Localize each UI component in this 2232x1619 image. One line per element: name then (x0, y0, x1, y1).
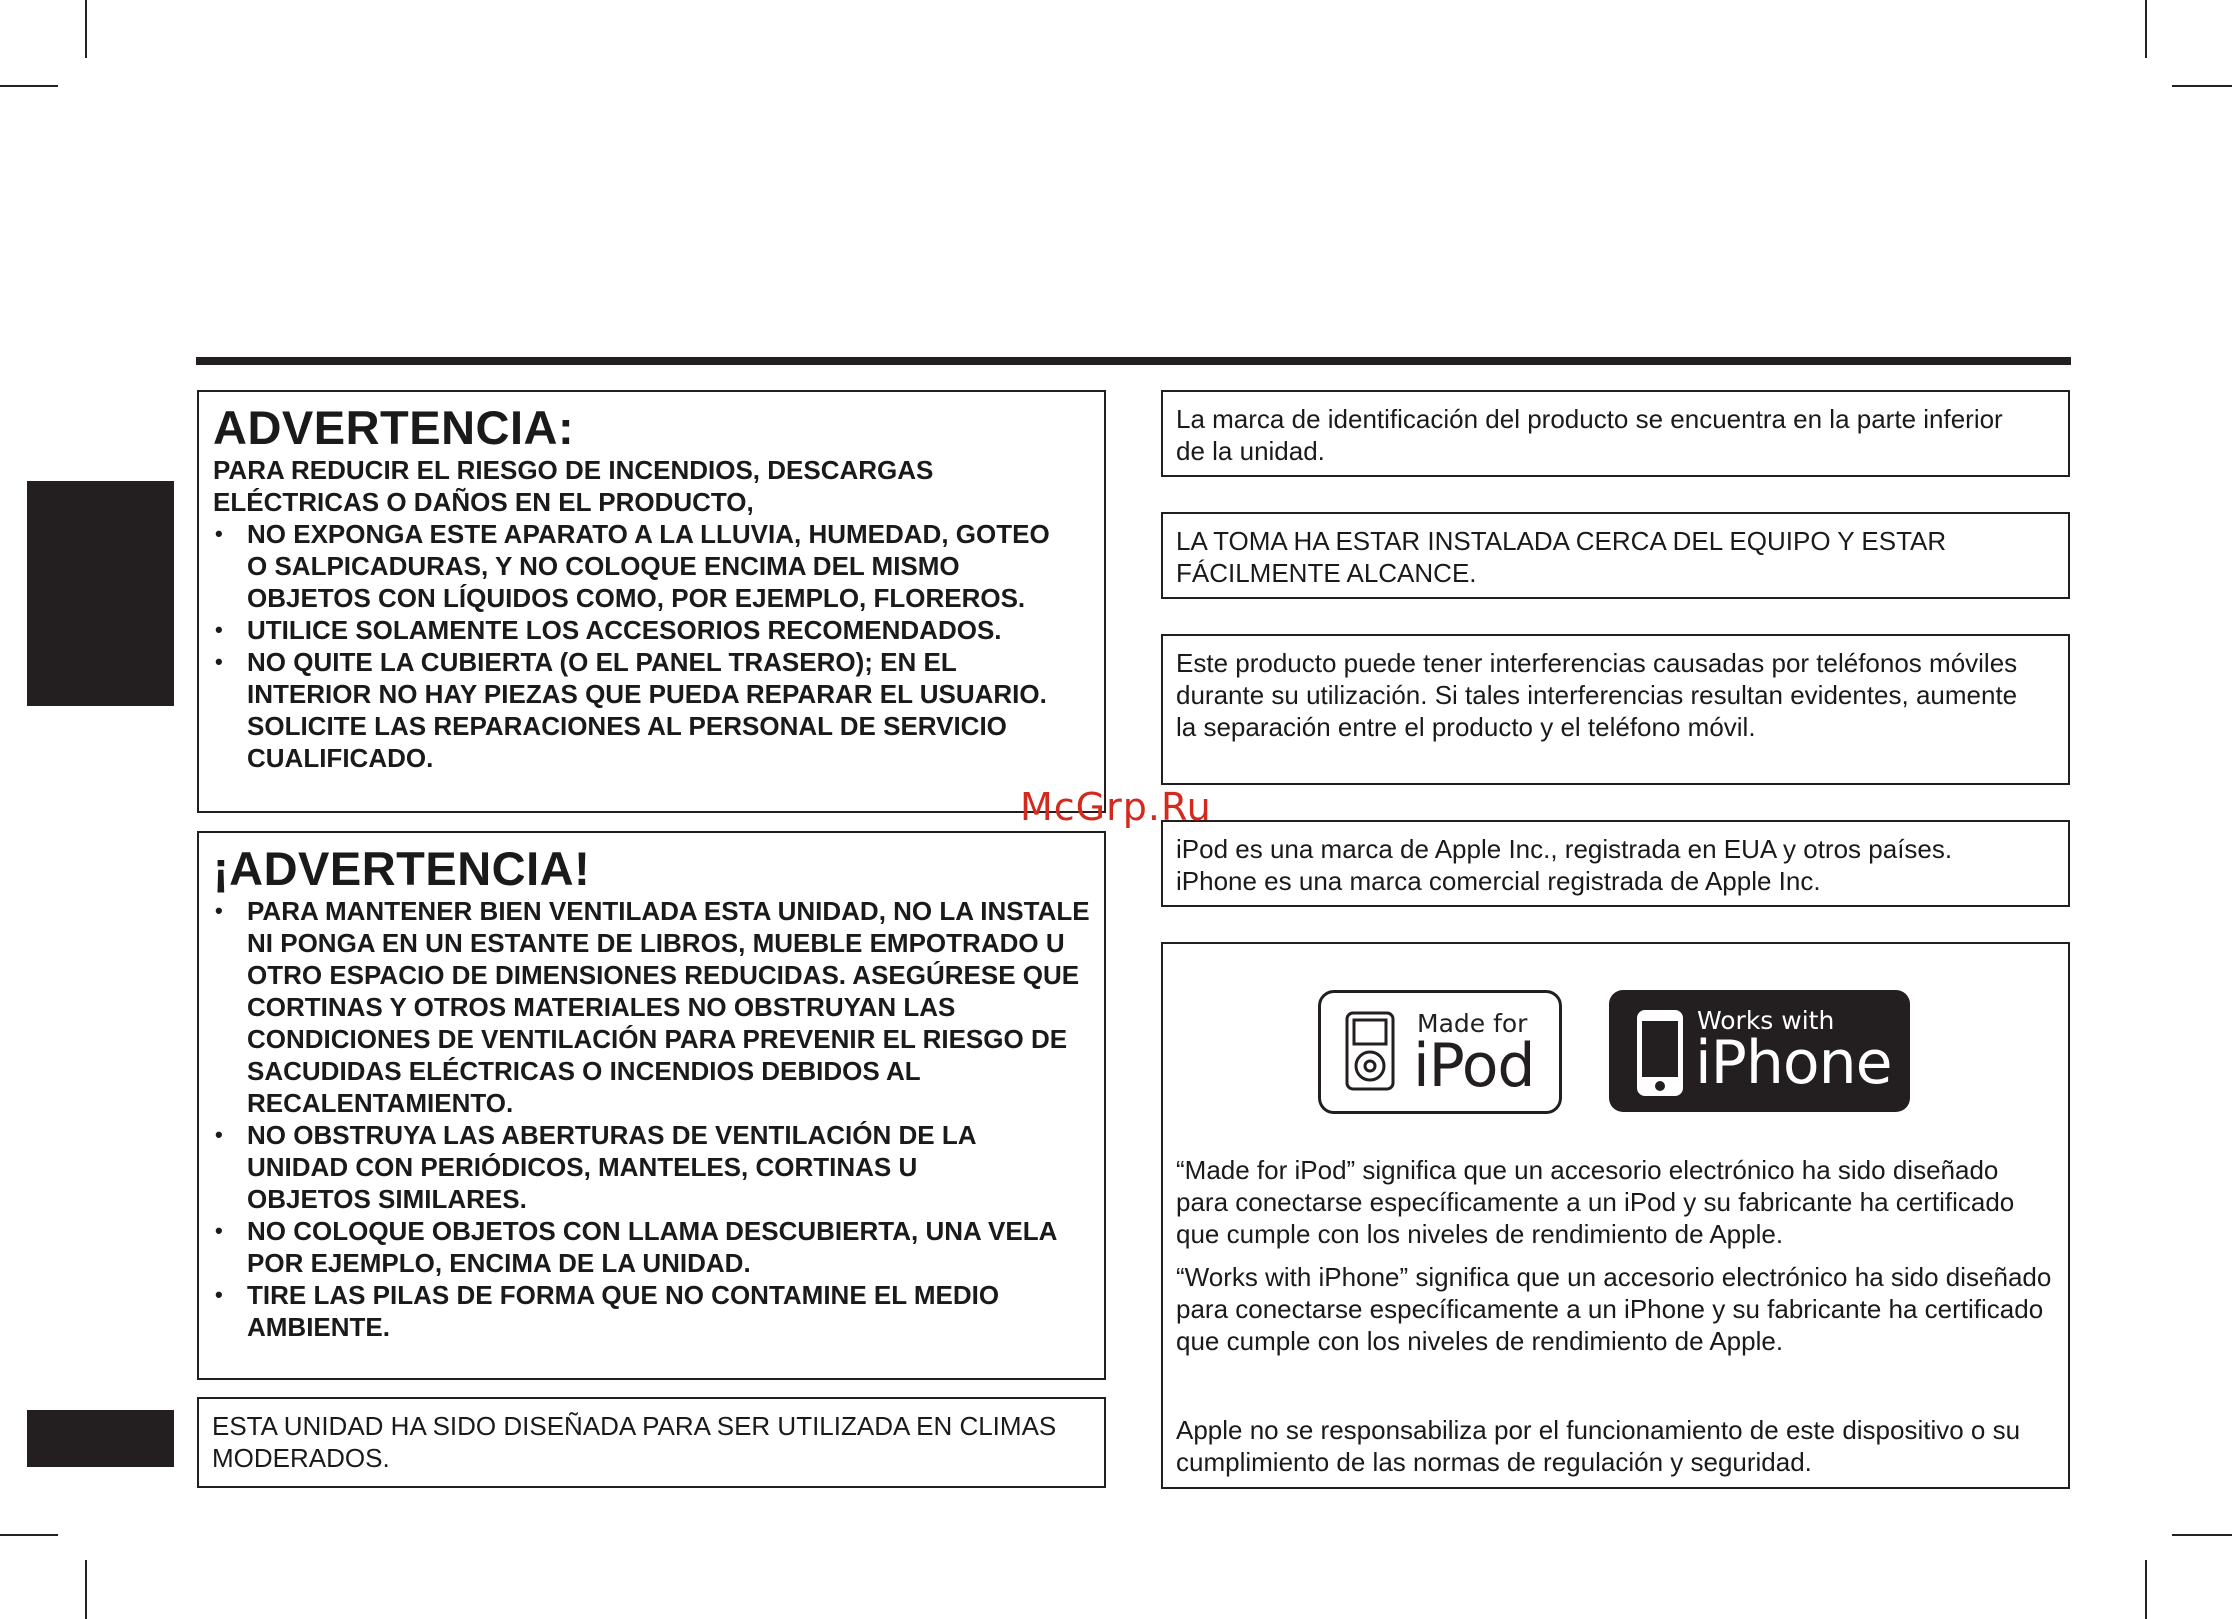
warning-item: • UTILICE SOLAMENTE LOS ACCESORIOS RECOMENDADOS. (213, 614, 1088, 646)
ipod-label: iPod (1413, 1031, 1535, 1101)
trademark-note (1161, 820, 2070, 907)
made-for-ipod-text: “Made for iPod” significa que un accesorio electrónico ha sido diseñado para conectarse específicamente a un iPod y su fabricante ha certificado que cumple con los niveles de rendimiento de Apple. (1176, 1155, 2015, 1249)
warning-item: • NO OBSTRUYA LAS ABERTURAS DE VENTILACIÓN DE LA UNIDAD CON PERIÓDICOS, MANTELES, CORTINAS U OBJETOS SIMILARES. (213, 1119, 1047, 1215)
made-for-label: Made for (1417, 1009, 1528, 1038)
product-id-note (1161, 390, 2070, 477)
crop-mark (2172, 85, 2232, 87)
warning-item: • TIRE LAS PILAS DE FORMA QUE NO CONTAMINE EL MEDIO AMBIENTE. (213, 1279, 1087, 1343)
header-rule (196, 357, 2071, 365)
works-with-iphone-explanation (1176, 1261, 2056, 1357)
interference-note (1161, 634, 2070, 785)
outlet-note-text: LA TOMA HA ESTAR INSTALADA CERCA DEL EQUIPO Y ESTAR FÁCILMENTE ALCANCE. (1176, 526, 1947, 588)
made-for-ipod-explanation (1176, 1154, 2056, 1250)
apple-logos (1163, 990, 2068, 1116)
crop-mark (2145, 1560, 2147, 1619)
apple-compatibility-box (1161, 942, 2070, 1489)
warning-item: • NO EXPONGA ESTE APARATO A LA LLUVIA, HUMEDAD, GOTEO O SALPICADURAS, Y NO COLOQUE ENCIMA DEL MISMO OBJETOS CON LÍQUIDOS COMO, POR EJEMPLO, FLOREROS. (213, 518, 1067, 614)
trademark-line: iPhone es una marca comercial registrada de Apple Inc. (1176, 866, 1821, 896)
interference-note-text: Este producto puede tener interferencias causadas por teléfonos móviles durante su utilización. Si tales interferencias resultan evidentes, aumente la separación entre el producto y el teléfono móvil. (1176, 648, 2018, 742)
warning-lead: PARA REDUCIR EL RIESGO DE INCENDIOS, DESCARGAS ELÉCTRICAS O DAÑOS EN EL PRODUCTO, (213, 455, 934, 517)
warning-list (213, 895, 1088, 1343)
warning-list (213, 518, 1088, 774)
product-id-note-text: La marca de identificación del producto se encuentra en la parte inferior de la unidad. (1176, 404, 2003, 466)
crop-mark (0, 1534, 58, 1536)
language-tab (27, 481, 174, 706)
iphone-icon (1637, 1010, 1683, 1096)
warning-item: • PARA MANTENER BIEN VENTILADA ESTA UNIDAD, NO LA INSTALE NI PONGA EN UN ESTANTE DE LIBROS, MUEBLE EMPOTRADO U OTRO ESPACIO DE DIMENSIONES REDUCIDAS. ASEGÚRESE QUE CORTINAS Y OTROS MATERIALES NO OBSTRUYAN LAS CONDICIONES DE VENTILACIÓN PARA PREVENIR EL RIESGO DE SACUDIDAS ELÉCTRICAS O INCENDIOS DEBIDOS AL RECALENTAMIENTO. (213, 895, 1097, 1119)
crop-mark (85, 1560, 87, 1619)
warning-title: ADVERTENCIA: (213, 401, 575, 454)
crop-mark (2172, 1534, 2232, 1536)
watermark: McGrp.Ru (1020, 785, 1212, 829)
page-number-tab (27, 1410, 174, 1467)
warning-box-ventilation (197, 831, 1106, 1380)
crop-mark (0, 85, 58, 87)
works-with-iphone-text: “Works with iPhone” significa que un accesorio electrónico ha sido diseñado para conectarse específicamente a un iPhone y su fabricante ha certificado que cumple con los niveles de rendimiento de Apple. (1176, 1262, 2052, 1356)
iphone-label: iPhone (1695, 1028, 1892, 1098)
crop-mark (85, 0, 87, 58)
warning-title: ¡ADVERTENCIA! (213, 842, 591, 895)
trademark-line: iPod es una marca de Apple Inc., registrada en EUA y otros países. (1176, 834, 1953, 864)
works-with-label: Works with (1697, 1006, 1835, 1035)
warning-box-fire (197, 390, 1106, 813)
ipod-icon (1345, 1011, 1395, 1091)
warning-item: • NO QUITE LA CUBIERTA (O EL PANEL TRASERO); EN EL INTERIOR NO HAY PIEZAS QUE PUEDA REPARAR EL USUARIO. SOLICITE LAS REPARACIONES AL PERSONAL DE SERVICIO CUALIFICADO. (213, 646, 1067, 774)
apple-disclaimer (1176, 1414, 2056, 1478)
made-for-ipod-logo (1318, 990, 1562, 1114)
climate-note (197, 1397, 1106, 1488)
works-with-iphone-logo (1609, 990, 1910, 1112)
outlet-note (1161, 512, 2070, 599)
apple-disclaimer-text: Apple no se responsabiliza por el funcionamiento de este dispositivo o su cumplimiento de las normas de regulación y seguridad. (1176, 1415, 2021, 1477)
crop-mark (2145, 0, 2147, 58)
warning-item: • NO COLOQUE OBJETOS CON LLAMA DESCUBIERTA, UNA VELA POR EJEMPLO, ENCIMA DE LA UNIDAD. (213, 1215, 1087, 1279)
climate-note-text: ESTA UNIDAD HA SIDO DISEÑADA PARA SER UTILIZADA EN CLIMAS MODERADOS. (212, 1411, 1057, 1473)
